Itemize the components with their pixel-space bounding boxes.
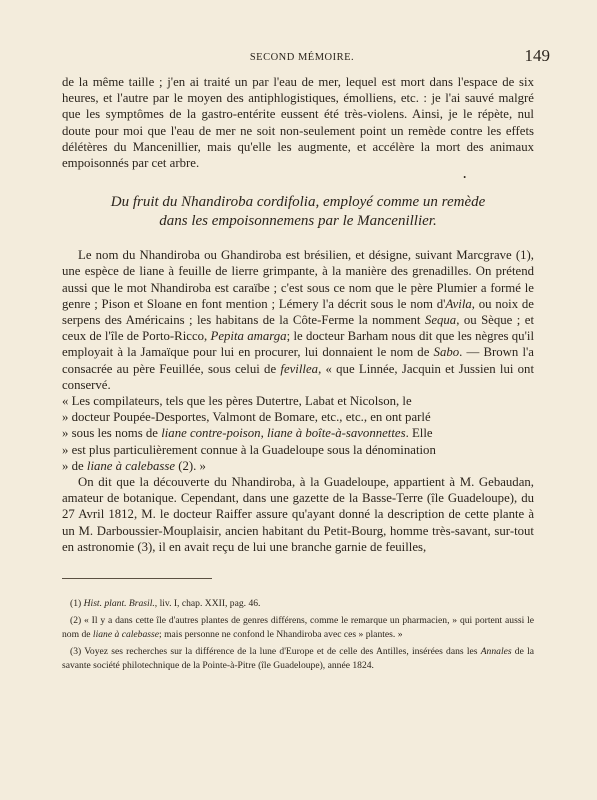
footnote-2 (62, 614, 534, 641)
italic-term: Annales (480, 646, 512, 658)
text-run: ; mais personne ne confond le Nhandiroba avec ces » plantes. » (159, 628, 403, 640)
quote-line: » docteur Poupée-Desportes, Valmont de Bomare, etc., etc., en ont parlé (62, 410, 431, 425)
text-run: (3) Voyez ses recherches sur la différence de la lune d'Europe et de celle des Antilles, insérées dans les (70, 646, 481, 658)
section-title-line-2: dans les empoisonnemens par le Mancenillier. (159, 213, 437, 230)
page-header (62, 46, 550, 70)
text-run: ; le docteur Barham nous dit que les nègres qu'il employait à la Jamaïque pour lui en procurer, lui donnaient le nom de (62, 329, 534, 360)
ornament-dot: • (463, 173, 466, 183)
quote-line: « Les compilateurs, tels que les pères Dutertre, Labat et Nicolson, le (62, 394, 412, 409)
italic-term: liane à calebasse (86, 458, 176, 473)
paragraph-nhandiroba-names (62, 247, 534, 393)
quote-line (62, 425, 534, 441)
section-title-line-1: Du fruit du Nhandiroba cordifolia, employé comme un remède (110, 194, 486, 211)
section-title (62, 193, 534, 231)
paragraph-continued: de la même taille ; j'en ai traité un par l'eau de mer, lequel est mort dans l'espace de six heures, et l'autre par le moyen des antiphlogistiques, émolliens, etc. : je l'ai sauvé malgré que les symptômes de la gastro-entérite eussent été très-violens. Ainsi, je le répète, nul doute pour moi que l'eau de mer ne soit non-seulement point un remède contre les effets délétères du Mancenillier, mais qu'elle les augmente, et accélère la mort des animaux empoisonnés par cet arbre. (62, 75, 534, 171)
quotation-block (62, 393, 534, 474)
italic-term: Pepita amarga (210, 329, 287, 344)
text-run: » de (62, 458, 87, 473)
page-number: 149 (524, 46, 550, 65)
italic-term: Hist. plant. Brasil. (83, 598, 155, 609)
running-head: SECOND MÉMOIRE. (249, 52, 355, 63)
paragraph-discovery: On dit que la découverte du Nhandiroba, à la Guadeloupe, appartient à M. Gebaudan, amateur de botanique. Cependant, dans une gazette de la Basse-Terre (île Guadeloupe), du 27 Avril 1812, M. le docteur Raiffer assure qu'ayant donné la description de cette plante à un M. Darboussier-Mouplaisir, ancien habitant du Petit-Bourg, homme très-savant, sur-tout en astronomie (3), il en avait reçu de lui une branche garnie de feuilles, (62, 475, 534, 554)
text-run: (2). » (175, 458, 206, 473)
text-run: Le nom du Nhandiroba ou Ghandiroba est brésilien, et désigne, suivant Marcgrave (1), une espèce de liane à feuille de lierre grimpante, à la manière des grenadilles. On prétend aussi que le mot Nhandiroba est caraïbe ; c'est sous ce nom que le père Plumier a formé le genre ; Pison et Sloane en font mention ; Lémery l'a décrit sous le nom d' (62, 248, 534, 311)
footnote-rule (62, 578, 212, 579)
italic-term: liane à calebasse (92, 628, 159, 640)
text-run: , liv. I, chap. XXII, pag. 46. (154, 598, 261, 609)
text-run: , ou noix de serpens des Américains ; les habitans de la Côte-Ferme la nomment (62, 296, 534, 328)
text-run: (2) « Il y a dans cette île d'autres plantes de genres différens, comme le remarque un pharmacien, » qui portent aussi le nom de (62, 615, 534, 640)
footnote-1 (62, 597, 534, 610)
main-text (62, 74, 534, 555)
text-run: , ou Sèque ; et ceux de l'île de Porto-Ricco, (62, 313, 534, 344)
italic-term: Avila (445, 296, 472, 311)
text-run: , « que Linnée, Jacquin et Jussien lui ont conservé. (62, 361, 534, 392)
text-run: de la savante société philotechnique de la Pointe-à-Pitre (île Guadeloupe), année 1824. (62, 646, 534, 671)
text-run: (1) (70, 598, 84, 609)
text-run: » sous les noms de (62, 426, 162, 441)
quote-line (62, 458, 534, 474)
quote-line: » est plus particulièrement connue à la Guadeloupe sous la dénomination (62, 442, 436, 457)
text-run: . Elle (405, 426, 433, 441)
text-run: . — Brown l'a consacrée au père Feuillée, sous celui de (62, 345, 534, 376)
footnotes (62, 597, 534, 676)
italic-term: fevillea (280, 361, 319, 376)
footnote-3 (62, 645, 534, 672)
italic-term: Sequa (424, 313, 457, 328)
italic-term: liane contre-poison, liane à boîte-à-savonnettes (161, 426, 406, 441)
italic-term: Sabo (433, 345, 460, 360)
